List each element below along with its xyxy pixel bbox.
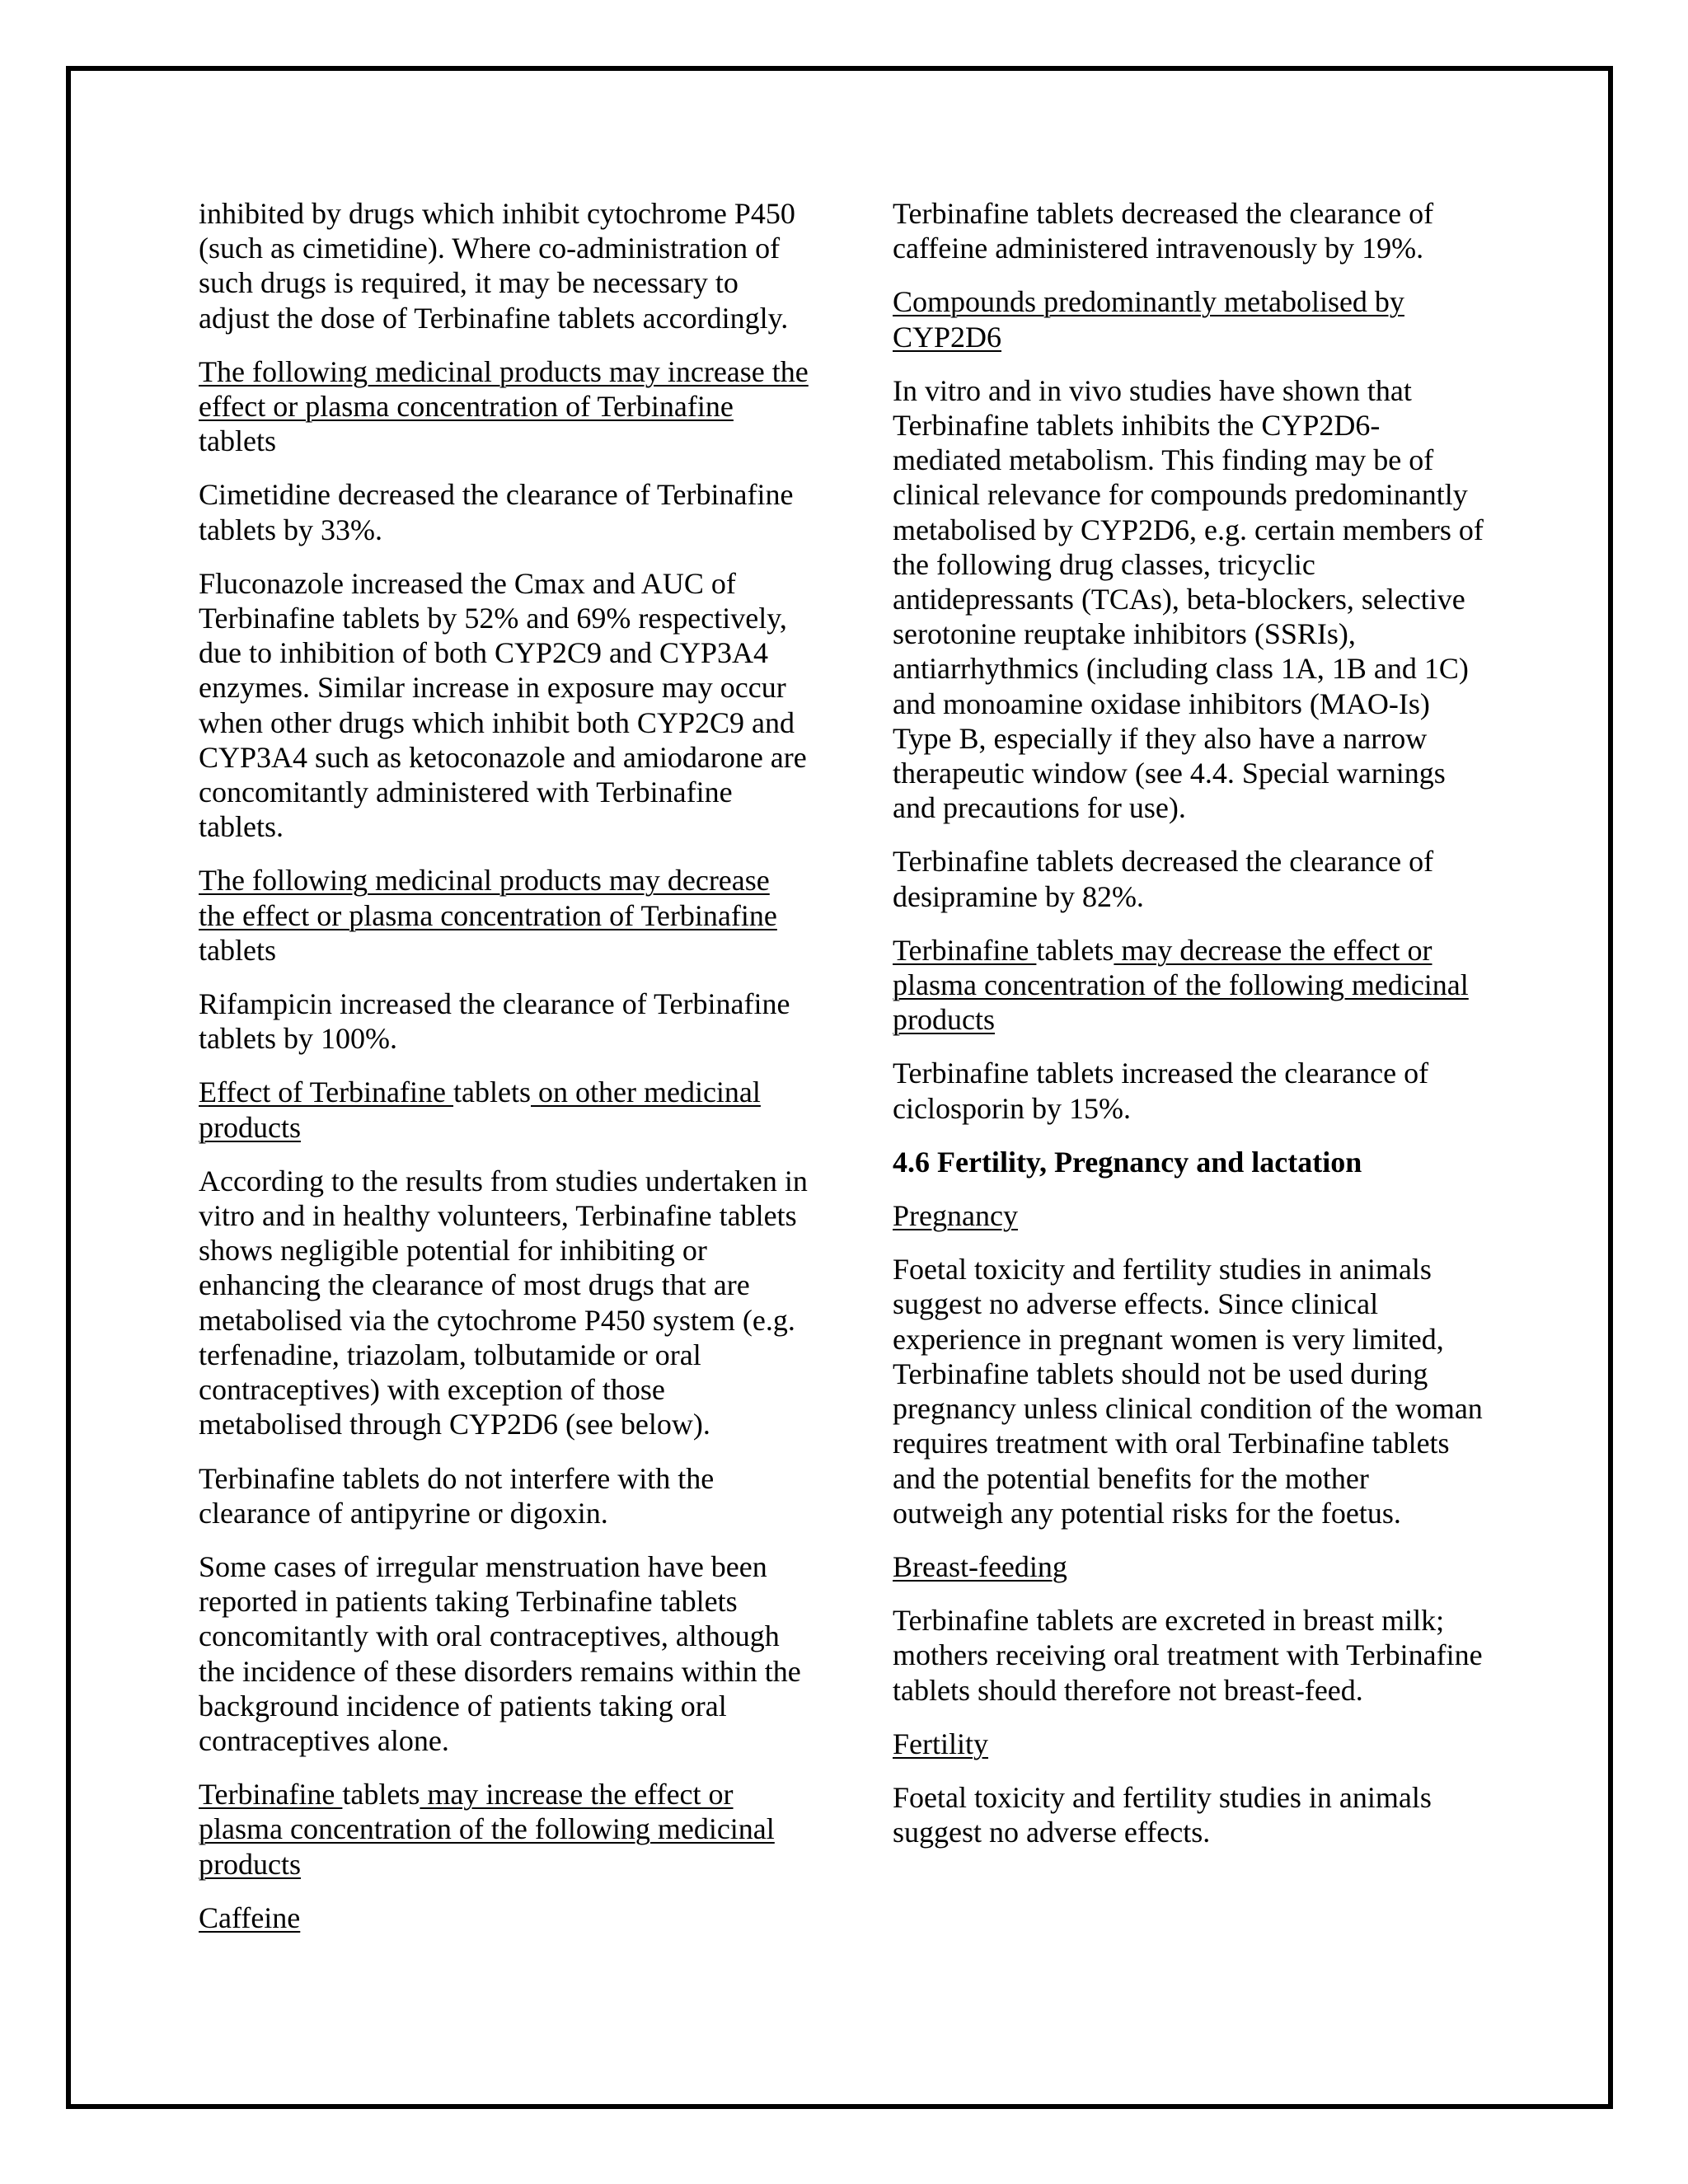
subheading-underlined-text: Terbinafine [893,933,1037,967]
body-paragraph: Terbinafine tablets decreased the clearance of desipramine by 82%. [893,845,1434,913]
subheading-text: tablets [1036,933,1114,967]
body-paragraph: Terbinafine tablets decreased the clearance of caffeine administered intravenously by 19%. [893,197,1434,265]
subheading [893,1727,1486,1761]
subheading [199,1900,809,1935]
subheading [893,284,1486,354]
subheading-text: tablets [342,1778,420,1811]
subheading-underlined-text: on other medicinal products [199,1076,761,1144]
body-paragraph: Terbinafine tablets increased the clearance of ciclosporin by 15%. [893,1057,1429,1125]
subheading [893,933,1486,1038]
body-paragraph: Fluconazole increased the Cmax and AUC of Terbinafine tablets by 52% and 69% respectively, due to inhibition of both CYP2C9 and CYP3A4 enzymes. Similar increase in exposure may occur when other drugs which inhibit both CYP2C9 and CYP3A4 such as ketoconazole and amiodarone are concomitantly administered with Terbinafine tablets. [199,566,807,844]
subheading-text: tablets [199,424,276,458]
subheading [199,1075,809,1144]
body-paragraph: In vitro and in vivo studies have shown that Terbinafine tablets inhibits the CYP2D6-mediated metabolism. This finding may be of clinical relevance for compounds predominantly metabolised by CYP2D6, e.g. certain members of the following drug classes, tricyclic antidepressants (TCAs), beta-blockers, selective serotonine reuptake inhibitors (SSRIs), antiarrhythmics (including class 1A, 1B and 1C) and monoamine oxidase inhibitors (MAO-Is) Type B, especially if they also have a narrow therapeutic window (see 4.4. Special warnings and precautions for use). [893,373,1484,825]
subheading-underlined-text: Pregnancy [893,1199,1018,1233]
left-column [199,196,809,1954]
subheading-underlined-text: Effect of Terbinafine [199,1076,454,1109]
subheading-underlined-text: The following medicinal products may increase the effect or plasma concentration of Terbinafine [199,354,809,424]
subheading-underlined-text: may increase the effect or plasma concentration of the following medicinal products [199,1778,775,1881]
subheading-underlined-text: Terbinafine [199,1778,343,1811]
subheading-underlined-text: may decrease the effect or plasma concentration of the following medicinal products [893,933,1469,1037]
body-paragraph: Cimetidine decreased the clearance of Terbinafine tablets by 33%. [199,478,794,546]
section-heading: 4.6 Fertility, Pregnancy and lactation [893,1145,1362,1179]
subheading-underlined-text: The following medicinal products may decrease the effect or plasma concentration of Terbinafine [199,864,777,932]
subheading-underlined-text: Breast-feeding [893,1549,1067,1583]
body-paragraph: Terbinafine tablets are excreted in breast milk; mothers receiving oral treatment with Terbinafine tablets should therefore not breast-feed. [893,1604,1483,1707]
body-paragraph: According to the results from studies undertaken in vitro and in healthy volunteers, Terbinafine tablets shows negligible potential for inhibiting or enhancing the clearance of most drugs that are metabolised via the cytochrome P450 system (e.g. terfenadine, triazolam, tolbutamide or oral contraceptives) with exception of those metabolised through CYP2D6 (see below). [199,1164,808,1441]
subheading-underlined-text: Compounds predominantly metabolised by CYP2D6 [893,285,1404,354]
right-column [893,196,1486,1868]
subheading [893,1198,1486,1233]
subheading [893,1549,1486,1584]
subheading [199,354,809,459]
body-paragraph: Foetal toxicity and fertility studies in animals suggest no adverse effects. [893,1780,1432,1849]
subheading-underlined-text: Caffeine [199,1900,301,1934]
subheading-underlined-text: Fertility [893,1727,988,1760]
body-paragraph: Foetal toxicity and fertility studies in animals suggest no adverse effects. Since clinical experience in pregnant women is very limited, Terbinafine tablets should not be used during pregnancy unless clinical condition of the woman requires treatment with oral Terbinafine tablets and the potential benefits for the mother outweigh any potential risks for the foetus. [893,1253,1483,1530]
body-paragraph: inhibited by drugs which inhibit cytochrome P450 (such as cimetidine). Where co-administration of such drugs is required, it may be necessary to adjust the dose of Terbinafine tablets accordingly. [199,197,795,335]
subheading [199,863,809,968]
subheading-text: tablets [199,933,276,967]
body-paragraph: Terbinafine tablets do not interfere with the clearance of antipyrine or digoxin. [199,1461,715,1530]
body-paragraph: Rifampicin increased the clearance of Terbinafine tablets by 100%. [199,987,790,1056]
subheading [199,1777,809,1882]
body-paragraph: Some cases of irregular menstruation have been reported in patients taking Terbinafine tablets concomitantly with oral contraceptives, although the incidence of these disorders remains within the background incidence of patients taking oral contraceptives alone. [199,1549,801,1757]
subheading-text: tablets [453,1076,531,1109]
